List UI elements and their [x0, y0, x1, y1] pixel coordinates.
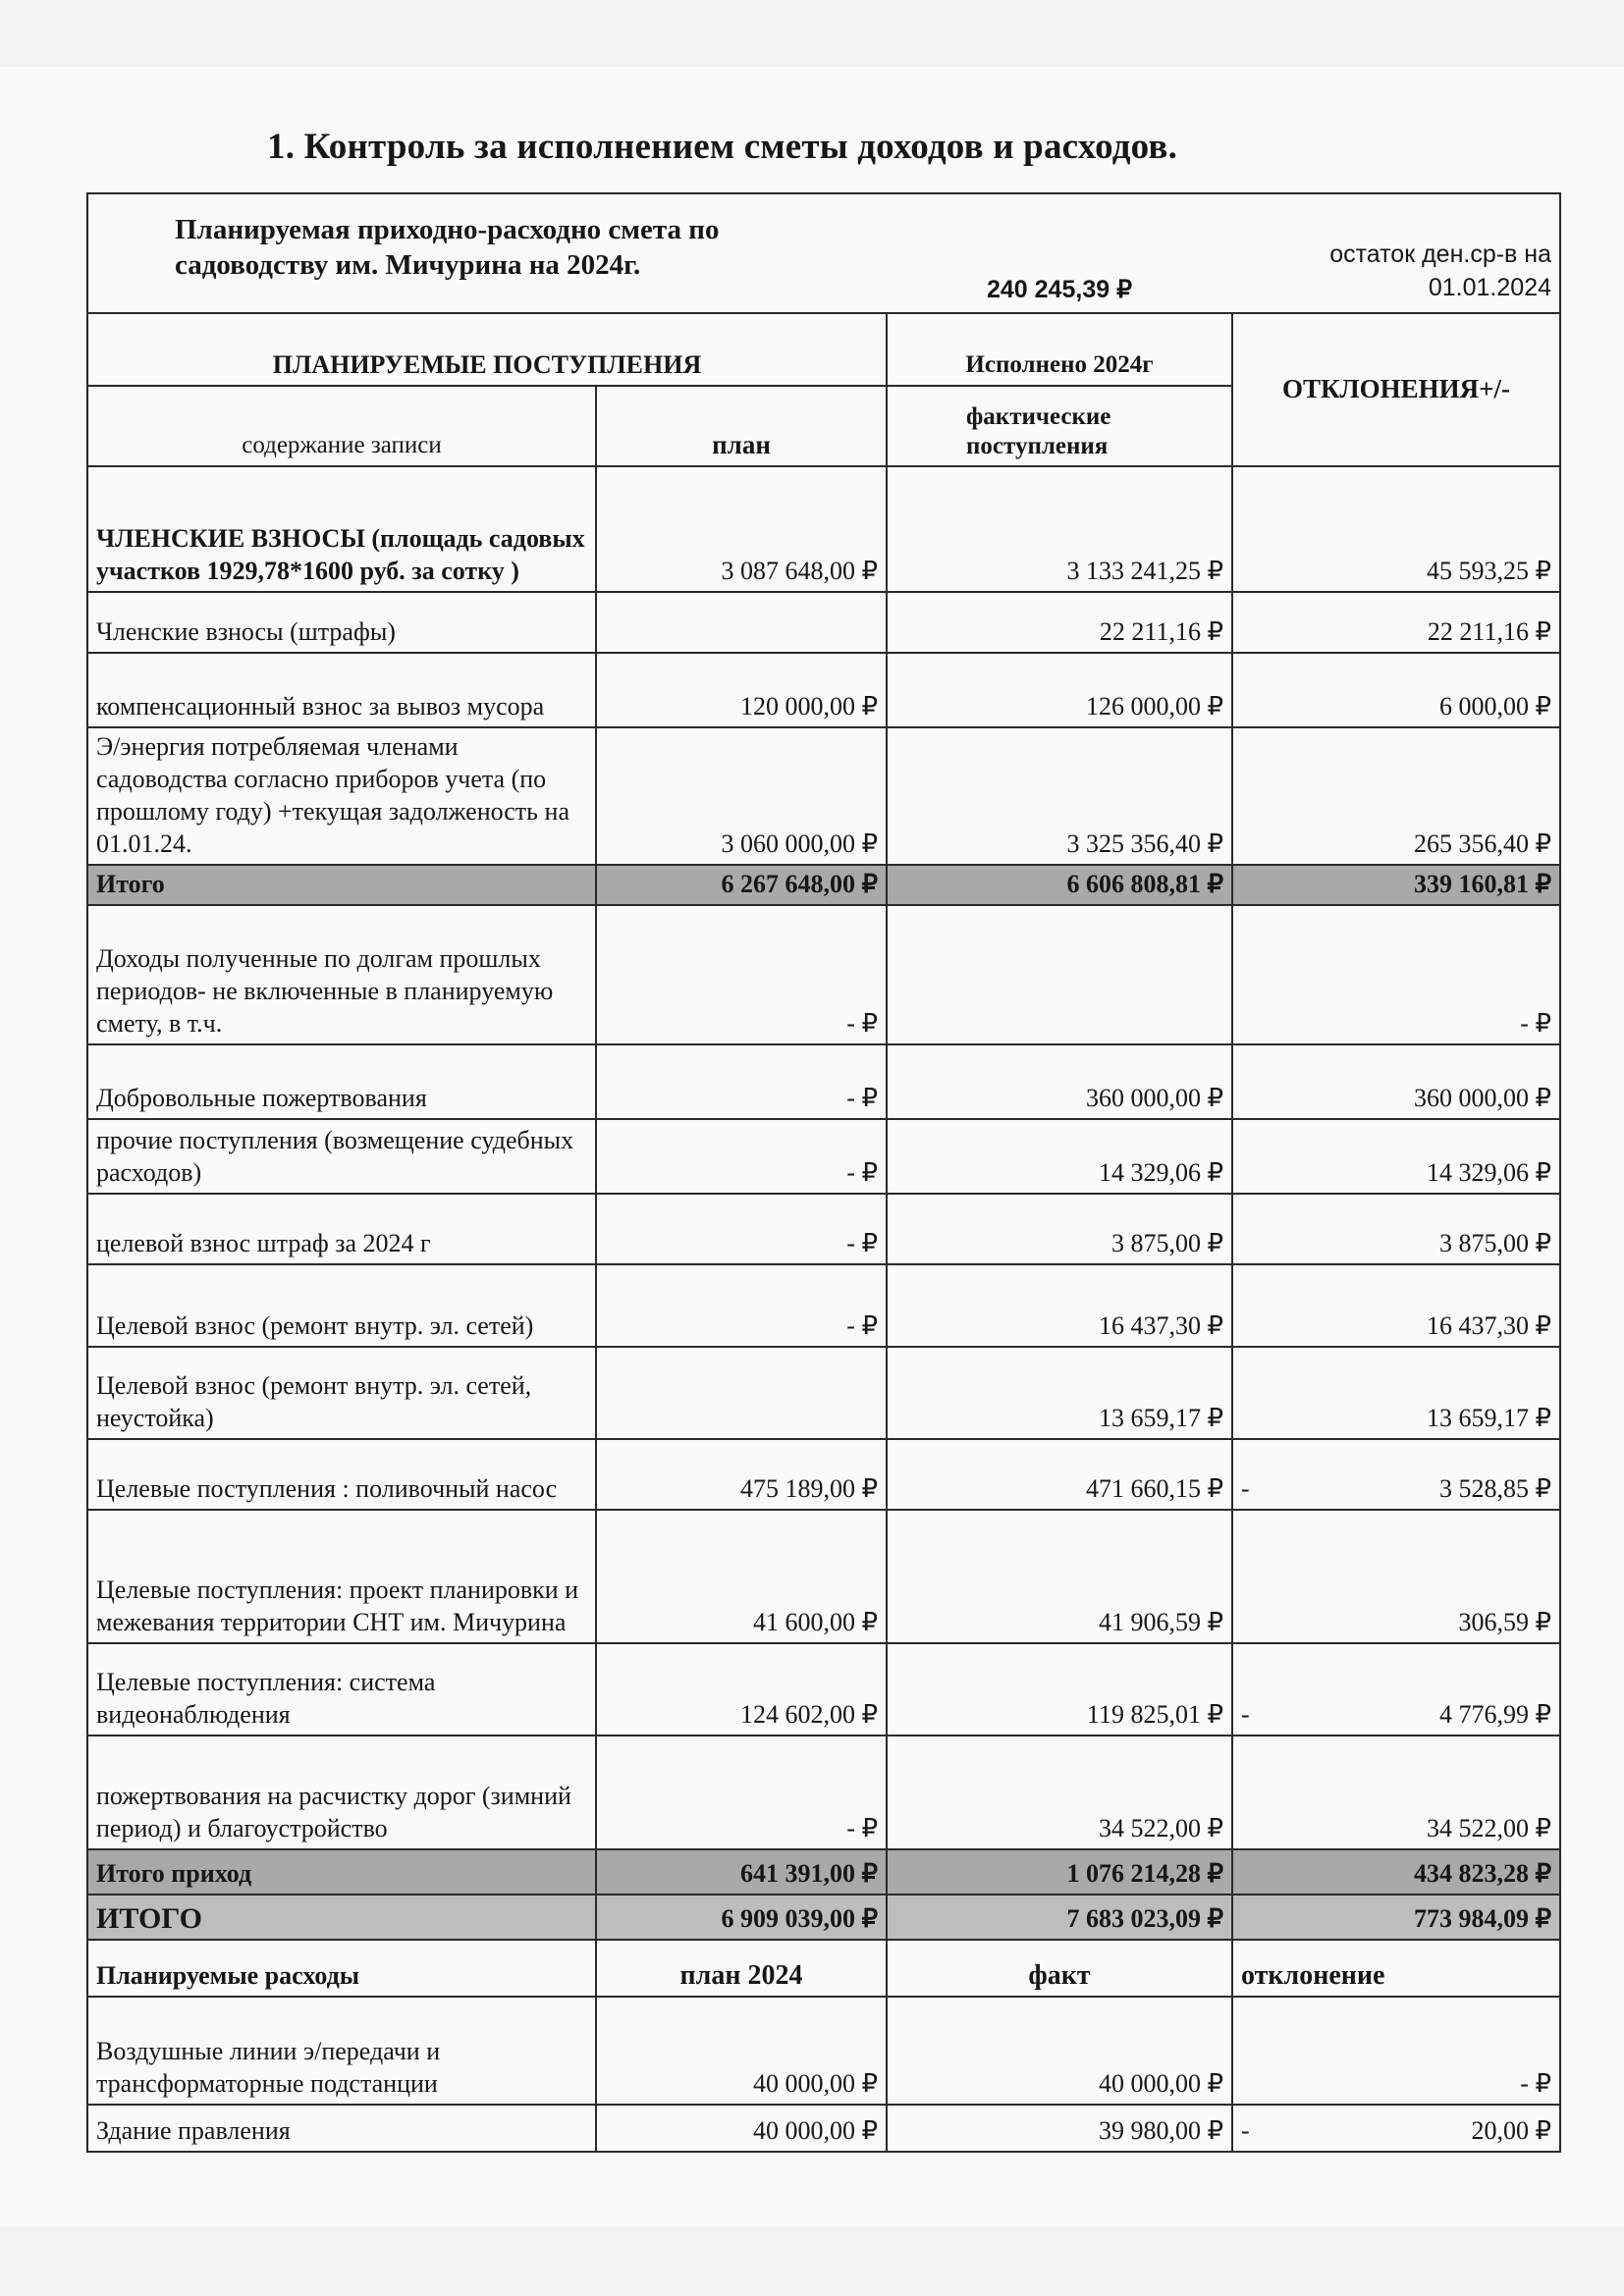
- expenses-fact-header: факт: [887, 1940, 1232, 1997]
- expenses-deviation-header: отклонение: [1232, 1940, 1560, 1997]
- fact-cell: 1 076 214,28 ₽: [887, 1849, 1232, 1895]
- subtotal-row: [87, 865, 1560, 905]
- table-row: [87, 1643, 1560, 1735]
- table-row: [87, 1194, 1560, 1264]
- fact-cell: 13 659,17 ₽: [887, 1347, 1232, 1439]
- row-label: ЧЛЕНСКИЕ ВЗНОСЫ (площадь садовых участков 1929,78*1600 руб. за сотку ): [87, 466, 596, 592]
- plan-cell: - ₽: [596, 1044, 887, 1119]
- expenses-header-row: [87, 1940, 1560, 1997]
- deviation-cell: [1232, 1643, 1560, 1735]
- plan-cell: 641 391,00 ₽: [596, 1849, 887, 1895]
- deviation-cell: [1232, 727, 1560, 865]
- deviation-header: ОТКЛОНЕНИЯ+/-: [1232, 313, 1560, 466]
- table-row: [87, 653, 1560, 727]
- fact-cell: 6 606 808,81 ₽: [887, 865, 1232, 905]
- row-label: Добровольные пожертвования: [87, 1044, 596, 1119]
- fact-cell: 39 980,00 ₽: [887, 2105, 1232, 2152]
- balance-label: остаток ден.ср-в на 01.01.2024: [1232, 193, 1560, 313]
- table-row: [87, 1264, 1560, 1347]
- executed-header: Исполнено 2024г: [887, 313, 1232, 386]
- plan-cell: 6 267 648,00 ₽: [596, 865, 887, 905]
- row-label: Здание правления: [87, 2105, 596, 2152]
- negative-sign: -: [1241, 1700, 1250, 1729]
- row-label: Доходы полученные по долгам прошлых периодов- не включенные в планируемую смету, в т.ч.: [87, 905, 596, 1044]
- table-row: [87, 1735, 1560, 1849]
- fact-cell: 119 825,01 ₽: [887, 1643, 1232, 1735]
- plan-cell: - ₽: [596, 905, 887, 1044]
- budget-table: [86, 192, 1561, 2153]
- deviation-value: 434 823,28 ₽: [1413, 1859, 1551, 1888]
- plan-cell: 40 000,00 ₽: [596, 2105, 887, 2152]
- fact-cell: 34 522,00 ₽: [887, 1735, 1232, 1849]
- deviation-cell: [1232, 653, 1560, 727]
- plan-cell: - ₽: [596, 1194, 887, 1264]
- deviation-cell: [1232, 1735, 1560, 1849]
- grand-total-row: [87, 1895, 1560, 1940]
- table-row: [87, 1510, 1560, 1643]
- deviation-cell: [1232, 1044, 1560, 1119]
- negative-sign: -: [1241, 2116, 1250, 2145]
- expenses-plan-header: план 2024: [596, 1940, 887, 1997]
- plan-cell: 3 087 648,00 ₽: [596, 466, 887, 592]
- deviation-cell: [1232, 865, 1560, 905]
- row-label: пожертвования на расчистку дорог (зимний период) и благоустройство: [87, 1735, 596, 1849]
- deviation-value: 339 160,81 ₽: [1413, 870, 1551, 898]
- fact-cell: 3 325 356,40 ₽: [887, 727, 1232, 865]
- plan-cell: - ₽: [596, 1119, 887, 1194]
- deviation-cell: [1232, 1439, 1560, 1510]
- row-label: ИТОГО: [87, 1895, 596, 1940]
- plan-cell: 41 600,00 ₽: [596, 1510, 887, 1643]
- deviation-value: 265 356,40 ₽: [1413, 829, 1551, 858]
- document-heading: 1. Контроль за исполнением сметы доходов и расходов.: [267, 127, 1178, 167]
- row-label: Целевые поступления: система видеонаблюдения: [87, 1643, 596, 1735]
- deviation-value: 3 875,00 ₽: [1438, 1229, 1551, 1257]
- deviation-cell: [1232, 1895, 1560, 1940]
- table-row: [87, 592, 1560, 653]
- section-header-row: [87, 313, 1560, 386]
- deviation-cell: [1232, 1849, 1560, 1895]
- table-row: [87, 1119, 1560, 1194]
- deviation-cell: [1232, 1510, 1560, 1643]
- fact-cell: 7 683 023,09 ₽: [887, 1895, 1232, 1940]
- deviation-cell: [1232, 1997, 1560, 2105]
- fact-cell: 360 000,00 ₽: [887, 1044, 1232, 1119]
- deviation-value: 306,59 ₽: [1458, 1608, 1551, 1636]
- deviation-cell: [1232, 1347, 1560, 1439]
- fact-cell: 40 000,00 ₽: [887, 1997, 1232, 2105]
- deviation-cell: [1232, 592, 1560, 653]
- deviation-cell: [1232, 466, 1560, 592]
- row-label: Воздушные линии э/передачи и трансформаторные подстанции: [87, 1997, 596, 2105]
- plan-cell: - ₽: [596, 1264, 887, 1347]
- plan-cell: 124 602,00 ₽: [596, 1643, 887, 1735]
- deviation-value: 13 659,17 ₽: [1426, 1404, 1551, 1432]
- deviation-value: 360 000,00 ₽: [1413, 1084, 1551, 1112]
- row-label: Итого: [87, 865, 596, 905]
- row-label: Целевые поступления : поливочный насос: [87, 1439, 596, 1510]
- deviation-value: 773 984,09 ₽: [1413, 1904, 1551, 1933]
- plan-title: Планируемая приходно-расходно смета по садоводству им. Мичурина на 2024г.: [87, 193, 887, 313]
- deviation-value: 45 593,25 ₽: [1426, 557, 1551, 585]
- row-label: целевой взнос штраф за 2024 г: [87, 1194, 596, 1264]
- row-label: Целевой взнос (ремонт внутр. эл. сетей): [87, 1264, 596, 1347]
- balance-amount: 240 245,39 ₽: [887, 193, 1232, 313]
- fact-cell: 22 211,16 ₽: [887, 592, 1232, 653]
- income-section-title: ПЛАНИРУЕМЫЕ ПОСТУПЛЕНИЯ: [87, 313, 887, 386]
- expenses-title: Планируемые расходы: [87, 1940, 596, 1997]
- deviation-value: 6 000,00 ₽: [1438, 692, 1551, 721]
- deviation-cell: [1232, 2105, 1560, 2152]
- header-row: [87, 193, 1560, 313]
- plan-header: план: [596, 386, 887, 466]
- negative-sign: -: [1241, 1474, 1250, 1503]
- row-label: Итого приход: [87, 1849, 596, 1895]
- deviation-value: 4 776,99 ₽: [1438, 1700, 1551, 1729]
- deviation-cell: [1232, 1119, 1560, 1194]
- table-row: [87, 727, 1560, 865]
- fact-cell: 16 437,30 ₽: [887, 1264, 1232, 1347]
- deviation-cell: [1232, 905, 1560, 1044]
- plan-cell: [596, 592, 887, 653]
- fact-cell: 41 906,59 ₽: [887, 1510, 1232, 1643]
- row-label: Членские взносы (штрафы): [87, 592, 596, 653]
- table-row: [87, 1044, 1560, 1119]
- deviation-cell: [1232, 1264, 1560, 1347]
- plan-cell: - ₽: [596, 1735, 887, 1849]
- deviation-value: 22 211,16 ₽: [1427, 617, 1551, 646]
- fact-cell: 471 660,15 ₽: [887, 1439, 1232, 1510]
- row-label: прочие поступления (возмещение судебных расходов): [87, 1119, 596, 1194]
- plan-cell: 6 909 039,00 ₽: [596, 1895, 887, 1940]
- plan-cell: 120 000,00 ₽: [596, 653, 887, 727]
- fact-cell: 3 875,00 ₽: [887, 1194, 1232, 1264]
- table-row: [87, 905, 1560, 1044]
- table-row: [87, 1439, 1560, 1510]
- row-label: Целевой взнос (ремонт внутр. эл. сетей, неустойка): [87, 1347, 596, 1439]
- fact-cell: 3 133 241,25 ₽: [887, 466, 1232, 592]
- deviation-value: - ₽: [1520, 1009, 1551, 1038]
- row-label: Целевые поступления: проект планировки и межевания территории СНТ им. Мичурина: [87, 1510, 596, 1643]
- plan-cell: 40 000,00 ₽: [596, 1997, 887, 2105]
- total-income-row: [87, 1849, 1560, 1895]
- deviation-value: 3 528,85 ₽: [1438, 1474, 1551, 1503]
- deviation-value: 14 329,06 ₽: [1426, 1158, 1551, 1187]
- fact-cell: 126 000,00 ₽: [887, 653, 1232, 727]
- plan-cell: [596, 1347, 887, 1439]
- table-row: [87, 2105, 1560, 2152]
- fact-cell: [887, 905, 1232, 1044]
- deviation-value: 20,00 ₽: [1471, 2116, 1551, 2145]
- actual-header: фактические поступления: [887, 386, 1232, 466]
- deviation-value: 34 522,00 ₽: [1426, 1814, 1551, 1842]
- plan-cell: 475 189,00 ₽: [596, 1439, 887, 1510]
- row-label: Э/энергия потребляемая членами садоводства согласно приборов учета (по прошлому году) +текущая задолженость на 01.01.24.: [87, 727, 596, 865]
- deviation-cell: [1232, 1194, 1560, 1264]
- table-row: [87, 466, 1560, 592]
- deviation-value: - ₽: [1520, 2069, 1551, 2098]
- table-row: [87, 1997, 1560, 2105]
- row-label: компенсационный взнос за вывоз мусора: [87, 653, 596, 727]
- content-header: содержание записи: [87, 386, 596, 466]
- plan-cell: 3 060 000,00 ₽: [596, 727, 887, 865]
- fact-cell: 14 329,06 ₽: [887, 1119, 1232, 1194]
- deviation-value: 16 437,30 ₽: [1426, 1311, 1551, 1340]
- table-row: [87, 1347, 1560, 1439]
